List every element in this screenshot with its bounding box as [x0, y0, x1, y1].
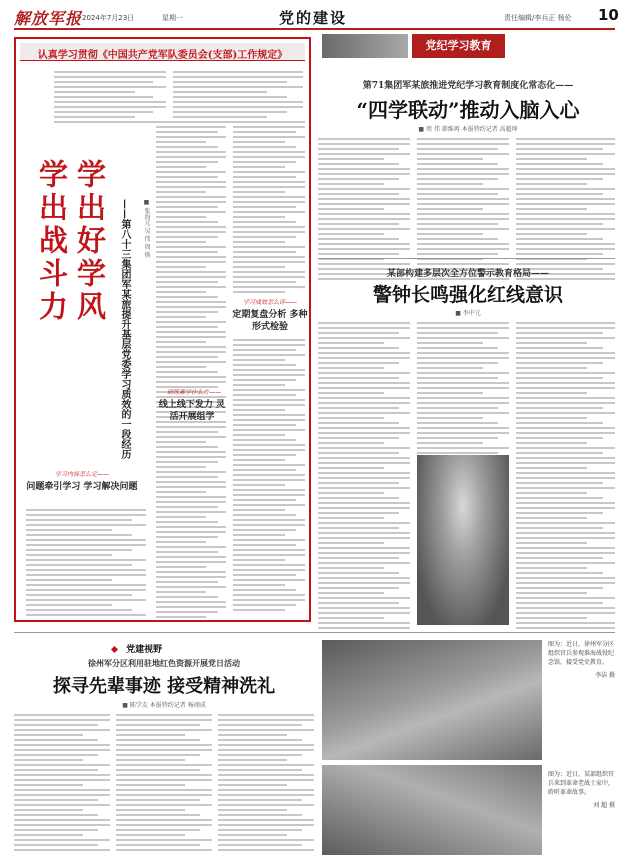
sub-lead-1: 学习内容怎么定——	[54, 471, 109, 478]
bottom-title: 探寻先辈事迹 接受精神洗礼	[52, 676, 276, 697]
story1-col-3	[516, 138, 615, 283]
page-number: 10	[598, 6, 619, 24]
intro-text-a	[54, 71, 166, 126]
lead-headline-1: 学出好学风	[73, 159, 107, 324]
issue-weekday: 星期一	[162, 14, 183, 22]
bottom-tag	[112, 637, 222, 655]
feature-banner	[20, 43, 305, 61]
intro-text-b	[173, 71, 303, 126]
sub-lead-3: 学习成效怎么评——	[242, 299, 297, 306]
right-tab	[412, 34, 505, 58]
sub-lead-2: 研练素学什么方——	[166, 389, 221, 396]
story2-kicker: 某部构建多层次全方位警示教育格局——	[386, 269, 549, 279]
sub-headline-2: 线上线下发力 灵活开展组学	[158, 400, 226, 422]
story2-col-2	[417, 322, 509, 472]
story1-col-1	[318, 138, 410, 283]
caption-1	[548, 640, 615, 680]
bottom-rule	[14, 632, 615, 633]
page-editor: 责任编辑/李兵正 杨伦	[504, 14, 572, 22]
story1-kicker: 第71集团军某旅推进党纪学习教育制度化常态化——	[362, 81, 574, 91]
section-title: 党的建设	[279, 9, 348, 27]
issue-date: 2024年7月23日	[82, 14, 135, 22]
caption-2-text: 图为：近日，某部组织官兵来到革命老战士家中，聆听革命故事。	[548, 771, 615, 796]
story2-title: 警钟长鸣强化红线意识	[372, 284, 563, 306]
right-divider	[318, 258, 615, 259]
diamond-icon	[111, 646, 118, 653]
lead-body-a	[156, 121, 226, 621]
bottom-byline: ■ 陈学友 本报特约记者 杨翊成	[122, 702, 206, 709]
sub3-body	[233, 339, 305, 614]
lead-body-b	[233, 121, 305, 296]
photo-top	[322, 34, 408, 58]
story1-col-2	[417, 138, 509, 283]
story2-col-3	[516, 322, 615, 632]
paper-name: 解放军报	[14, 9, 83, 28]
bottom-tag-label: 党建视野	[126, 645, 163, 655]
bottom-photo-2	[322, 765, 542, 855]
bottom-col-2	[116, 714, 212, 854]
lead-headline-2: 学出战斗力	[35, 159, 69, 324]
masthead	[14, 6, 619, 28]
bottom-photo-1	[322, 640, 542, 760]
caption-2	[548, 770, 615, 810]
right-tab-label: 党纪学习教育	[425, 39, 492, 52]
sub-headline-3: 定期复盘分析 多种形式检验	[232, 310, 308, 332]
sub-headline-1: 问题牵引学习 学习解决问题	[26, 482, 138, 492]
story2-byline: ■ 李中元	[455, 310, 481, 317]
story1-byline: ■ 周 伟 韩维再 本报特约记者 高超坤	[418, 126, 518, 133]
story1-title: “四学联动”推动入脑入心	[356, 98, 580, 122]
story2-col-1	[318, 322, 410, 632]
bottom-col-3	[218, 714, 314, 854]
sub1-body	[26, 509, 146, 619]
caption-1-author: 李洁 摄	[595, 672, 615, 679]
bottom-col-1	[14, 714, 110, 854]
banner-text: 认真学习贯彻《中国共产党军队委员会(支部)工作规定》	[37, 50, 288, 61]
header-rule	[14, 28, 615, 30]
caption-2-author: 刘 超 摄	[593, 802, 615, 809]
lead-subtitle: ——第八十三集团军某旅提升基层党委学习质效的一段经历	[119, 199, 130, 459]
left-feature-box	[14, 37, 311, 622]
caption-1-text: 图为：近日，徐州军分区组织官兵参观淮海战役纪念馆，接受党史教育。	[548, 641, 615, 666]
lead-byline: ■ 张海元 吴 伟 周 焕	[143, 199, 150, 258]
bottom-kicker: 徐州军分区利用驻地红色资源开展党日活动	[88, 658, 240, 668]
main-photo	[417, 455, 509, 625]
